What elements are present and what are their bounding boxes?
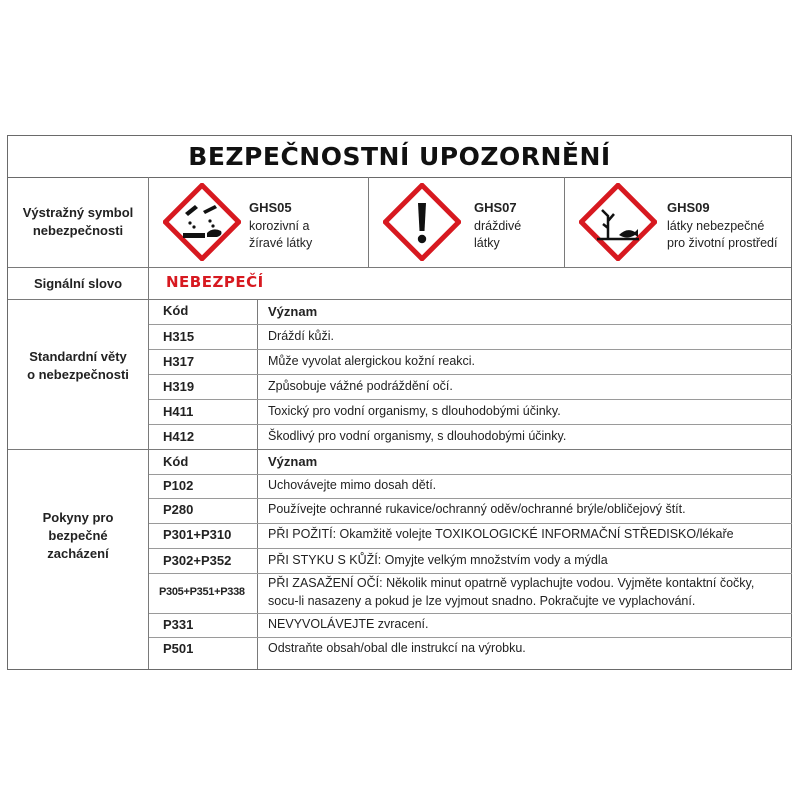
statement-text: Odstraňte obsah/obal dle instrukcí na výrobku. — [268, 641, 526, 655]
table-header-row — [149, 449, 792, 474]
table-row — [149, 523, 792, 548]
ghs-description: pro životní prostředí — [667, 236, 778, 250]
column-header-meaning: Význam — [268, 454, 318, 469]
hazard-statements-label: Standardní věty o nebezpečnosti — [27, 349, 129, 382]
table-row — [149, 324, 792, 349]
statement-text: Může vyvolat alergickou kožní reakci. — [268, 354, 476, 368]
ghs-code: GHS07 — [474, 200, 517, 215]
table-header-row — [149, 299, 792, 324]
ghs07-symbol — [369, 177, 564, 267]
column-header-meaning: Význam — [268, 304, 318, 319]
table-row — [149, 374, 792, 399]
statement-code: H315 — [163, 329, 195, 344]
statement-text: Uchovávejte mimo dosah dětí. — [268, 478, 437, 492]
column-header-code: Kód — [163, 454, 189, 469]
statement-code: P301+P310 — [163, 527, 232, 542]
ghs-description: dráždivé — [474, 219, 522, 233]
table-row — [149, 424, 792, 449]
statement-text: PŘI POŽITÍ: Okamžitě volejte TOXIKOLOGICKÉ INFORMAČNÍ STŘEDISKO/lékaře — [268, 527, 734, 541]
statement-code: P280 — [163, 502, 194, 517]
table-row — [149, 399, 792, 424]
ghs-code: GHS05 — [249, 200, 292, 215]
ghs-description: látky — [474, 236, 500, 250]
statement-text: socu-li nasazeny a pokud je lze vyjmout snadno. Pokračujte ve vyplachování. — [268, 594, 696, 608]
statement-code: H412 — [163, 429, 195, 444]
table-row — [149, 637, 792, 661]
ghs-description: žíravé látky — [249, 236, 313, 250]
ghs09-symbol — [565, 177, 792, 267]
environment-icon — [579, 183, 657, 261]
corrosion-icon — [163, 183, 241, 261]
column-header-code: Kód — [163, 303, 189, 318]
statement-code: P102 — [163, 478, 194, 493]
statement-text: NEVYVOLÁVEJTE zvracení. — [268, 617, 429, 631]
ghs-description: korozivní a — [249, 219, 310, 233]
statement-code: P302+P352 — [163, 553, 232, 568]
statement-text: Škodlivý pro vodní organismy, s dlouhodobými účinky. — [268, 429, 567, 443]
statement-text: PŘI ZASAŽENÍ OČÍ: Několik minut opatrně vyplachujte vodou. Vyjměte kontaktní čočky, — [268, 576, 755, 590]
statement-code: P305+P351+P338 — [159, 586, 245, 598]
warning-symbol-label: Výstražný symbol nebezpečnosti — [22, 205, 134, 238]
safety-warning-table — [7, 135, 792, 670]
statement-code: P501 — [163, 641, 194, 656]
statement-text: Dráždí kůži. — [268, 329, 334, 343]
ghs05-symbol — [149, 177, 368, 267]
ghs-description: látky nebezpečné — [667, 219, 765, 233]
statement-text: PŘI STYKU S KŮŽÍ: Omyjte velkým množstvím vody a mýdla — [268, 553, 608, 567]
statement-code: H317 — [163, 354, 195, 369]
page-title: BEZPEČNOSTNÍ UPOZORNĚNÍ — [8, 136, 791, 178]
statement-code: P331 — [163, 617, 194, 632]
table-row — [149, 349, 792, 374]
statement-text: Používejte ochranné rukavice/ochranný oděv/ochranné brýle/obličejový štít. — [268, 502, 686, 516]
precautionary-statements-label: Pokyny pro bezpečné zacházení — [42, 510, 114, 561]
signal-word: NEBEZPEČÍ — [166, 273, 264, 291]
table-row — [149, 474, 792, 498]
table-row — [149, 548, 792, 573]
divider — [8, 267, 791, 268]
ghs-code: GHS09 — [667, 200, 710, 215]
table-row — [149, 613, 792, 637]
signal-word-label: Signální slovo — [33, 276, 123, 291]
table-row — [149, 573, 792, 613]
statement-code: H411 — [163, 404, 194, 419]
exclamation-icon — [383, 183, 461, 261]
statement-text: Způsobuje vážné podráždění očí. — [268, 379, 453, 393]
statement-text: Toxický pro vodní organismy, s dlouhodobými účinky. — [268, 404, 561, 418]
table-row — [149, 498, 792, 523]
statement-code: H319 — [163, 379, 195, 394]
